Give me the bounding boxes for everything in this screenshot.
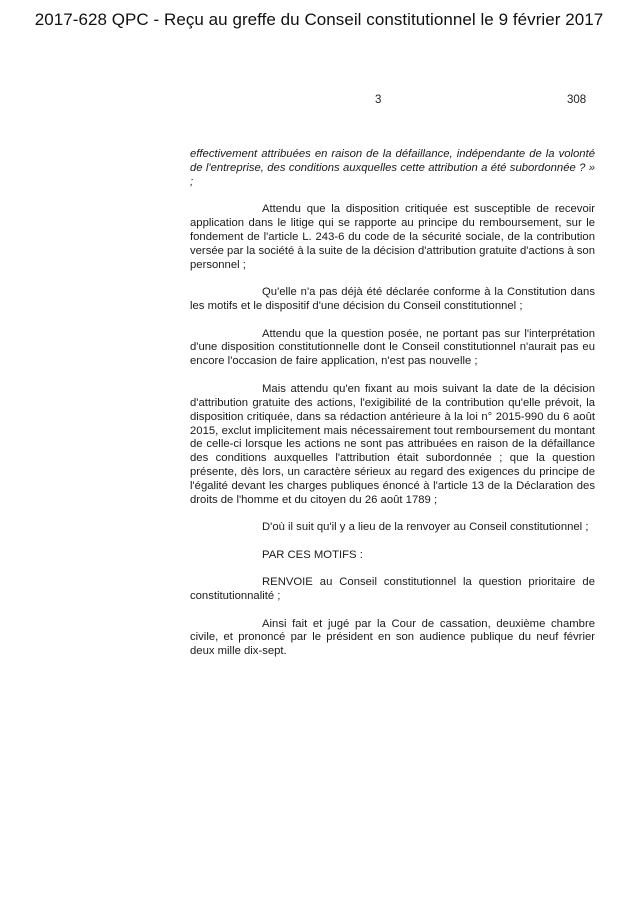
paragraph-not-declared: Qu'elle n'a pas déjà été déclarée conforme à la Constitution dans les motifs et le dispositif d'une décision du Conseil constitutionnel ;	[190, 286, 595, 313]
page-number-left: 3	[375, 94, 382, 106]
page-number-right: 308	[567, 94, 587, 106]
document-body	[190, 148, 595, 673]
paragraph-serious-character: Mais attendu qu'en fixant au mois suivant la date de la décision d'attribution gratuite des actions, l'exigibilité de la contribution qu'elle prévoit, la disposition critiquée, dans sa rédaction antérieure à la loi n° 2015-990 du 6 août 2015, exclut implicitement mais nécessairement tout remboursement du montant de celle-ci lorsque les actions ne sont pas attribuées en raison de la défaillance des conditions auxquelles l'attribution était subordonnée ; que la question présente, dès lors, un caractère sérieux au regard des exigences du principe de l'égalité devant les charges publiques énoncé à l'article 13 de la Déclaration des droits de l'homme et du citoyen du 26 août 1789 ;	[190, 382, 595, 507]
page-header-title: 2017-628 QPC - Reçu au greffe du Conseil constitutionnel le 9 février 2017	[34, 10, 604, 29]
paragraph-conclusion: D'où il suit qu'il y a lieu de la renvoyer au Conseil constitutionnel ;	[262, 521, 589, 534]
paragraph-question-end: effectivement attribuées en raison de la défaillance, indépendante de la volonté de l'entreprise, des conditions auxquelles cette attribution a été subordonnée ? » ;	[190, 148, 595, 188]
paragraph-renvoie: RENVOIE au Conseil constitutionnel la question prioritaire de constitutionnalité ;	[190, 576, 595, 603]
paragraph-applicability: Attendu que la disposition critiquée est susceptible de recevoir application dans le litige qui se rapporte au principe du remboursement, sur le fondement de l'article L. 243-6 du code de la sécurité sociale, de la contribution versée par la société à la suite de la décision d'attribution gratuite d'actions à son personnel ;	[190, 203, 595, 271]
paragraph-signature: Ainsi fait et jugé par la Cour de cassation, deuxième chambre civile, et prononcé par le président en son audience publique du neuf février deux mille dix-sept.	[190, 617, 595, 658]
paragraph-motifs-heading: PAR CES MOTIFS :	[262, 548, 363, 561]
paragraph-not-new: Attendu que la question posée, ne portant pas sur l'interprétation d'une disposition constitutionnelle dont le Conseil constitutionnel n'aurait pas eu encore l'occasion de faire application, n'est pas nouvelle ;	[190, 327, 595, 368]
